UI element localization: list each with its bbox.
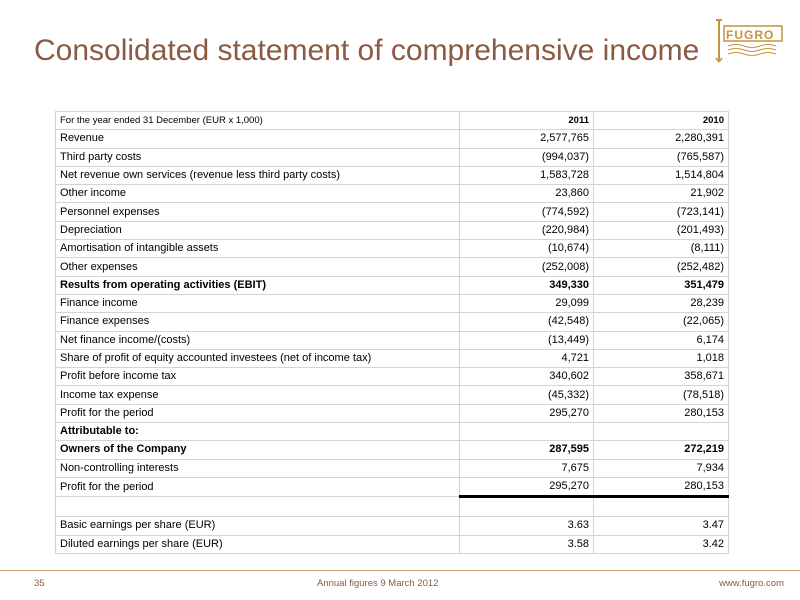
footer-url: www.fugro.com — [719, 578, 784, 589]
value-2010: 7,934 — [594, 459, 729, 477]
table-row — [56, 258, 729, 276]
table-row — [56, 404, 729, 422]
logo-text: FUGRO — [726, 28, 775, 42]
table-row — [56, 386, 729, 404]
value-2011: (220,984) — [460, 221, 594, 239]
row-label: Finance expenses — [56, 313, 460, 331]
table-row — [56, 240, 729, 258]
table-row — [56, 368, 729, 386]
row-label: Income tax expense — [56, 386, 460, 404]
fugro-logo — [704, 18, 786, 66]
value-2011: 3.58 — [460, 535, 594, 553]
row-label: Diluted earnings per share (EUR) — [56, 535, 460, 553]
value-2011: 4,721 — [460, 349, 594, 367]
value-2010: 1,514,804 — [594, 166, 729, 184]
page-title: Consolidated statement of comprehensive income — [34, 34, 700, 67]
table-row — [56, 423, 729, 441]
value-2010: 280,153 — [594, 404, 729, 422]
footer-date: Annual figures 9 March 2012 — [317, 578, 439, 589]
row-label: Non-controlling interests — [56, 459, 460, 477]
value-2010: 1,018 — [594, 349, 729, 367]
row-label: Finance income — [56, 294, 460, 312]
table-row — [56, 276, 729, 294]
header-2010: 2010 — [594, 112, 729, 130]
table-row — [56, 477, 729, 496]
value-2010 — [594, 423, 729, 441]
table-row — [56, 313, 729, 331]
value-2010: 6,174 — [594, 331, 729, 349]
row-label: Basic earnings per share (EUR) — [56, 517, 460, 535]
table-row — [56, 535, 729, 553]
row-label: Results from operating activities (EBIT) — [56, 276, 460, 294]
value-2010 — [594, 497, 729, 517]
row-label: Third party costs — [56, 148, 460, 166]
row-label: Personnel expenses — [56, 203, 460, 221]
value-2011: 295,270 — [460, 477, 594, 496]
value-2011 — [460, 423, 594, 441]
table-row — [56, 148, 729, 166]
income-statement-table — [55, 111, 729, 554]
value-2011: 23,860 — [460, 185, 594, 203]
value-2010: (765,587) — [594, 148, 729, 166]
value-2011: (774,592) — [460, 203, 594, 221]
table-row — [56, 459, 729, 477]
table-row — [56, 166, 729, 184]
value-2011: (10,674) — [460, 240, 594, 258]
table-row — [56, 349, 729, 367]
row-label: Attributable to: — [56, 423, 460, 441]
table-row — [56, 185, 729, 203]
value-2010: (22,065) — [594, 313, 729, 331]
table-row — [56, 221, 729, 239]
value-2010: 272,219 — [594, 441, 729, 459]
value-2010: 358,671 — [594, 368, 729, 386]
row-label: Revenue — [56, 130, 460, 148]
value-2010: 28,239 — [594, 294, 729, 312]
value-2011: (994,037) — [460, 148, 594, 166]
value-2011: (252,008) — [460, 258, 594, 276]
row-label: Share of profit of equity accounted investees (net of income tax) — [56, 349, 460, 367]
logo-mark-icon — [704, 18, 786, 66]
row-label: Net revenue own services (revenue less third party costs) — [56, 166, 460, 184]
value-2010: (723,141) — [594, 203, 729, 221]
value-2011: (45,332) — [460, 386, 594, 404]
income-statement-table-wrap — [55, 111, 728, 554]
row-label — [56, 497, 460, 517]
table-header-row — [56, 112, 729, 130]
value-2010: (252,482) — [594, 258, 729, 276]
value-2011: 3.63 — [460, 517, 594, 535]
value-2011: 1,583,728 — [460, 166, 594, 184]
value-2010: 21,902 — [594, 185, 729, 203]
row-label: Net finance income/(costs) — [56, 331, 460, 349]
row-label: Owners of the Company — [56, 441, 460, 459]
row-label: Profit before income tax — [56, 368, 460, 386]
value-2010: (8,111) — [594, 240, 729, 258]
value-2011: (42,548) — [460, 313, 594, 331]
table-row — [56, 294, 729, 312]
table-row — [56, 441, 729, 459]
row-label: Other expenses — [56, 258, 460, 276]
value-2011: (13,449) — [460, 331, 594, 349]
value-2011: 29,099 — [460, 294, 594, 312]
row-label: Amortisation of intangible assets — [56, 240, 460, 258]
table-row — [56, 203, 729, 221]
table-row — [56, 331, 729, 349]
value-2010: (201,493) — [594, 221, 729, 239]
value-2010: 3.47 — [594, 517, 729, 535]
value-2011: 349,330 — [460, 276, 594, 294]
value-2011: 7,675 — [460, 459, 594, 477]
value-2011: 295,270 — [460, 404, 594, 422]
value-2011: 287,595 — [460, 441, 594, 459]
table-row — [56, 130, 729, 148]
page-number: 35 — [34, 578, 45, 589]
value-2010: 2,280,391 — [594, 130, 729, 148]
value-2011 — [460, 497, 594, 517]
value-2010: 3.42 — [594, 535, 729, 553]
value-2010: 280,153 — [594, 477, 729, 496]
table-row — [56, 517, 729, 535]
footer-divider — [0, 570, 800, 571]
table-row — [56, 497, 729, 517]
row-label: Depreciation — [56, 221, 460, 239]
row-label: Profit for the period — [56, 477, 460, 496]
header-label: For the year ended 31 December (EUR x 1,000) — [56, 112, 460, 130]
row-label: Profit for the period — [56, 404, 460, 422]
header-2011: 2011 — [460, 112, 594, 130]
value-2011: 340,602 — [460, 368, 594, 386]
value-2011: 2,577,765 — [460, 130, 594, 148]
value-2010: 351,479 — [594, 276, 729, 294]
row-label: Other income — [56, 185, 460, 203]
value-2010: (78,518) — [594, 386, 729, 404]
